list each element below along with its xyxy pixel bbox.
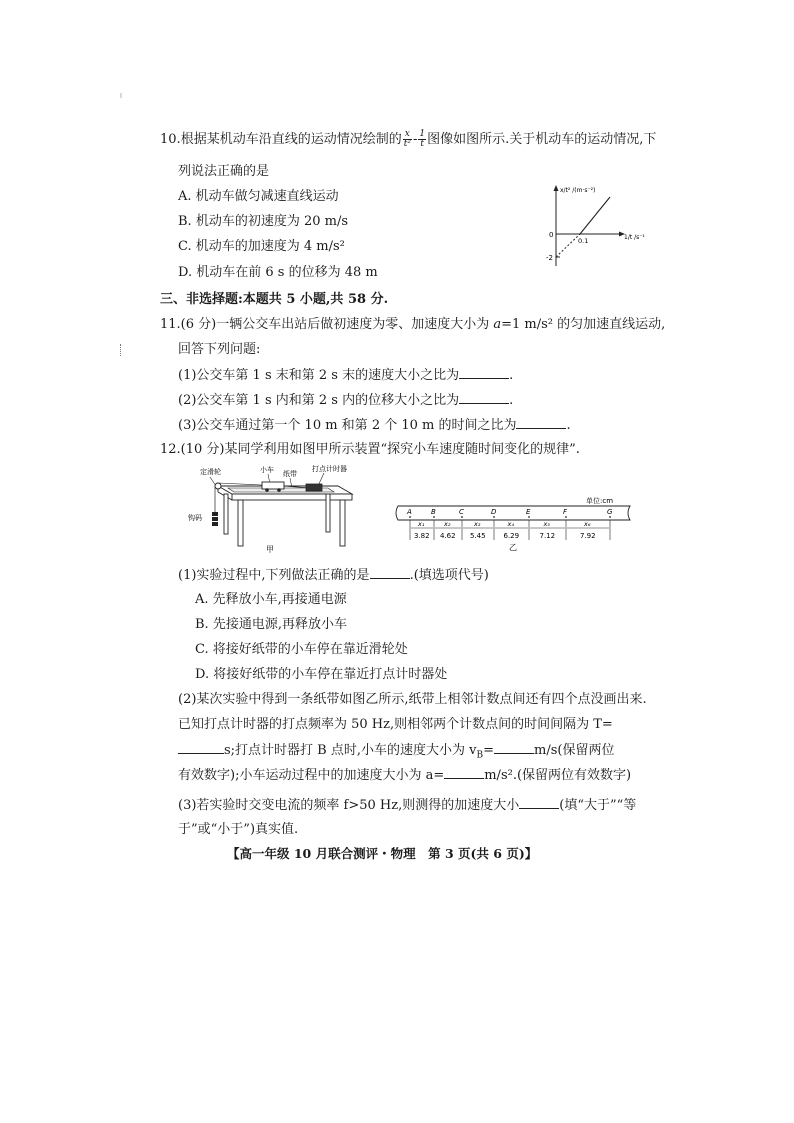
q11-sub1: (1)公交车第 1 s 末和第 2 s 末的速度大小之比为 . bbox=[178, 368, 514, 383]
q10-frac-x-t2: $\frac{x}{\text{t²}}$ bbox=[403, 129, 411, 149]
graph-y-tick-label: -2 bbox=[546, 254, 553, 262]
caption-yi: 乙 bbox=[509, 543, 517, 552]
table-leg bbox=[238, 500, 243, 546]
tape-dot bbox=[609, 516, 611, 518]
section-heading: 三、非选择题:本题共 5 小题,共 58 分. bbox=[160, 292, 389, 307]
tape-point-label: G bbox=[607, 508, 613, 516]
q10-stem-line2: 列说法正确的是 bbox=[178, 164, 270, 179]
q11-answer3-blank[interactable] bbox=[516, 416, 566, 429]
graph-x-tick-label: 0.1 bbox=[578, 237, 589, 245]
graph-ylabel: x/t² /(m·s⁻²) bbox=[560, 187, 596, 194]
q10-number: 10. bbox=[160, 132, 181, 147]
tape-dot bbox=[528, 516, 530, 518]
tape-dot bbox=[433, 516, 435, 518]
q10-option-b: B. 机动车的初速度为 20 m/s bbox=[178, 214, 349, 229]
tape-dot bbox=[565, 516, 567, 518]
scan-mark bbox=[120, 93, 122, 98]
q11-sub3: (3)公交车通过第一个 10 m 和第 2 个 10 m 的时间之比为 . bbox=[178, 418, 571, 433]
q12-sub2-line3: s;打点计时器打 B 点时,小车的速度大小为 $v_B= m/s$(保留两位 bbox=[178, 741, 614, 765]
label-tape: 纸带 bbox=[283, 470, 297, 478]
q12-sub2-line2: 已知打点计时器的打点频率为 50 Hz,则相邻两个计数点间的时间间隔为 T= bbox=[178, 717, 613, 732]
q12-figure-jia bbox=[188, 462, 368, 554]
q12-compare-blank[interactable] bbox=[519, 796, 559, 809]
q12-sub3-line1: (3)若实验时交变电流的频率 f>50 Hz,则测得的加速度大小 (填“大于”“等 bbox=[178, 798, 637, 813]
table-leg bbox=[326, 494, 330, 532]
segment-value: 7.12 bbox=[539, 532, 556, 540]
graph-y-arrow bbox=[554, 185, 559, 191]
q12-sub1: (1)实验过程中,下列做法正确的是 .(填选项代号) bbox=[178, 568, 489, 583]
page-footer: 【高一年级 10 月联合测评・物理 第 3 页(共 6 页)】 bbox=[227, 846, 538, 861]
tape-dot bbox=[493, 516, 495, 518]
segment-value: 7.92 bbox=[580, 532, 596, 540]
q10-frac-1-t: $\frac{1}{t}$ bbox=[419, 129, 426, 149]
label-timer: 打点计时器 bbox=[312, 465, 347, 473]
q11-answer2-blank[interactable] bbox=[459, 391, 509, 404]
table-leg bbox=[224, 494, 228, 534]
tape-point-label: C bbox=[459, 508, 464, 516]
segment-value: 6.29 bbox=[503, 532, 520, 540]
graph-xlabel: 1/t /s⁻¹ bbox=[624, 234, 645, 241]
q10-option-a: A. 机动车做匀减速直线运动 bbox=[178, 189, 339, 204]
segment-label: x₂ bbox=[444, 520, 451, 528]
tape-point-label: D bbox=[491, 508, 497, 516]
tape-dot bbox=[409, 516, 411, 518]
label-pulley: 定滑轮 bbox=[200, 468, 221, 476]
q12-line1: 12.(10 分)某同学利用如图甲所示装置“探究小车速度随时间变化的规律”. bbox=[160, 442, 580, 457]
segment-value: 3.82 bbox=[414, 532, 430, 540]
q10-stem-b: 图像如图所示.关于机动车的运动情况,下 bbox=[427, 132, 657, 147]
graph-line bbox=[580, 197, 610, 234]
label-weight: 钩码 bbox=[188, 514, 202, 522]
q12-sub1-option-a: A. 先释放小车,再接通电源 bbox=[195, 592, 347, 607]
binding-mark bbox=[120, 344, 123, 356]
q10-option-d: D. 机动车在前 6 s 的位移为 48 m bbox=[178, 265, 378, 280]
q12-sub2-line4: 有效数字);小车运动过程中的加速度大小为 a= m/s².(保留两位有效数字) bbox=[178, 768, 632, 783]
q10-stem-a: 根据某机动车沿直线的运动情况绘制的 bbox=[180, 132, 402, 147]
q12-accel-blank[interactable] bbox=[444, 766, 484, 779]
q12-sub3-line2: 于”或“小于”)真实值. bbox=[178, 822, 299, 837]
string bbox=[218, 483, 262, 485]
caption-jia: 甲 bbox=[266, 545, 274, 554]
tape-point-label: F bbox=[563, 508, 568, 516]
q11-answer1-blank[interactable] bbox=[459, 366, 509, 379]
tape-point-label: A bbox=[407, 508, 412, 516]
tape-point-label: B bbox=[431, 508, 436, 516]
segment-value: 4.62 bbox=[440, 532, 456, 540]
q12-sub2-line1: (2)某次实验中得到一条纸带如图乙所示,纸带上相邻计数点间还有四个点没画出来. bbox=[178, 692, 647, 707]
segment-label: x₆ bbox=[584, 520, 591, 528]
segment-label: x₃ bbox=[474, 520, 481, 528]
q10-graph bbox=[540, 182, 650, 270]
segment-value: 5.45 bbox=[470, 532, 486, 540]
q12-sub1-option-d: D. 将接好纸带的小车停在靠近打点计时器处 bbox=[195, 667, 448, 682]
q12-answer1-blank[interactable] bbox=[370, 566, 410, 579]
q12-figure-yi bbox=[394, 494, 634, 552]
label-unit: 单位:cm bbox=[586, 497, 614, 505]
timer bbox=[306, 484, 322, 491]
q11-line2: 回答下列问题: bbox=[178, 342, 261, 357]
q11-sub2: (2)公交车第 1 s 内和第 2 s 内的位移大小之比为 . bbox=[178, 393, 514, 408]
q12-vb-blank[interactable] bbox=[494, 741, 534, 754]
q11-line1: 11.(6 分)一辆公交车出站后做初速度为零、加速度大小为 a=1 m/s² 的匀加速直线运动, bbox=[160, 317, 666, 332]
q10-option-c: C. 机动车的加速度为 4 m/s² bbox=[178, 239, 345, 254]
tape-segments bbox=[410, 520, 610, 540]
tape-point-label: E bbox=[526, 508, 531, 516]
pulley bbox=[215, 483, 221, 489]
q12-sub1-option-c: C. 将接好纸带的小车停在靠近滑轮处 bbox=[195, 642, 408, 657]
segment-label: x₅ bbox=[543, 520, 550, 528]
label-cart: 小车 bbox=[260, 466, 274, 474]
tape-dot bbox=[461, 516, 463, 518]
segment-label: x₁ bbox=[418, 520, 425, 528]
graph-origin: 0 bbox=[549, 231, 554, 239]
cart bbox=[262, 482, 284, 489]
q10-stem-line1: 10.根据某机动车沿直线的运动情况绘制的 $\frac{x}{\text{t²}}$ - $\frac{1}{t}$ 图像如图所示.关于机动车的运动情况,下 bbox=[160, 129, 657, 149]
graph-line-dashed bbox=[556, 234, 580, 257]
table-leg bbox=[340, 500, 345, 546]
q12-sub1-option-b: B. 先接通电源,再释放小车 bbox=[195, 617, 347, 632]
q12-period-blank[interactable] bbox=[178, 741, 224, 754]
segment-label: x₄ bbox=[507, 520, 514, 528]
